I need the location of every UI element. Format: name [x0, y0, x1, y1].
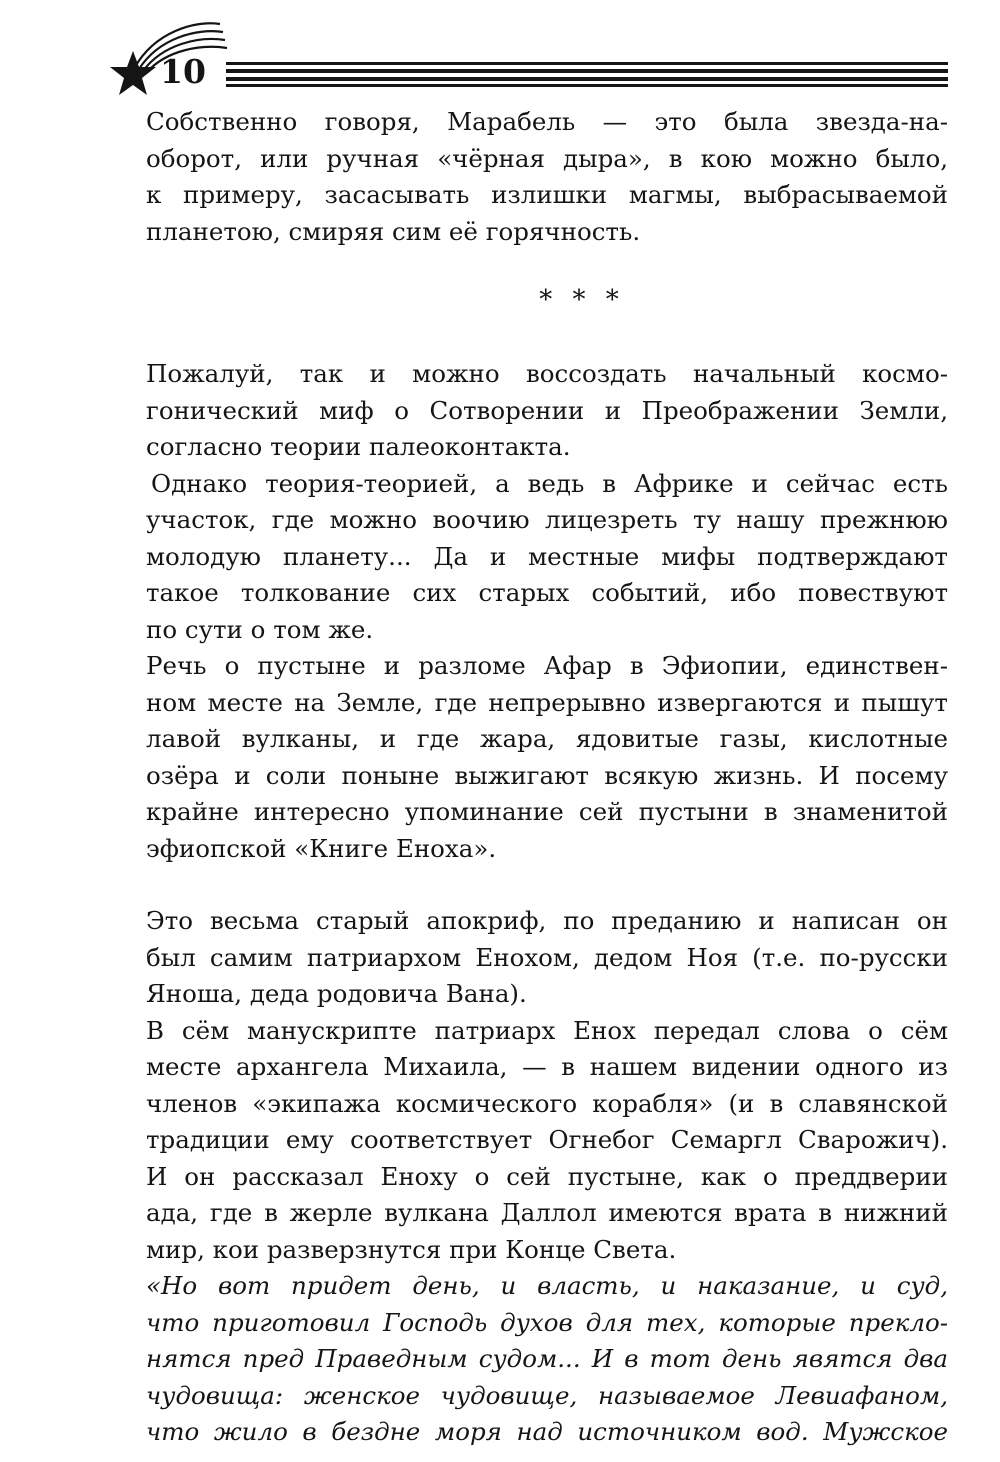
paragraph-manuscript — [146, 1013, 948, 1269]
body-text — [146, 104, 948, 1451]
text-line: был самим патриархом Енохом, дедом Ноя (т.е. по-русски — [146, 942, 948, 972]
star-icon — [108, 49, 158, 99]
text-line: по сути о том же. — [146, 614, 374, 644]
text-line: Это весьма старый апокриф, по преданию и написан он — [146, 906, 948, 935]
text-line: что жило в бездне моря над источником вод. Мужское — [146, 1417, 948, 1446]
text-line: нятся пред Праведным судом... И в тот день явятся два — [146, 1344, 948, 1373]
paragraph-apocrypha — [146, 903, 948, 1013]
text-line: гонический миф о Сотворении и Преображении Земли, — [146, 395, 948, 425]
text-line: крайне интересно упоминание сей пустыни в знаменитой — [146, 797, 948, 826]
paragraph-marabel — [146, 104, 948, 250]
text-line: что приготовил Господь духов для тех, которые прекло- — [146, 1307, 948, 1337]
text-line: ном месте на Земле, где непрерывно извергаются и пышут — [146, 687, 948, 717]
text-line: членов «экипажа космического корабля» (и в славянской — [146, 1088, 948, 1118]
text-line: Собственно говоря, Марабель — это была звезда-на- — [146, 107, 948, 136]
text-line: оборот, или ручная «чёрная дыра», в кою можно было, — [146, 143, 948, 173]
text-line: «Но вот придет день, и власть, и наказание, и суд, — [146, 1271, 948, 1300]
paragraph-africa — [146, 466, 948, 649]
text-line: озёра и соли поныне выжигают всякую жизнь. И посему — [146, 760, 948, 790]
text-line: традиции ему соответствует Огнебог Семаргл Сварожич). — [146, 1125, 948, 1154]
paragraph-afar — [146, 648, 948, 867]
text-line: согласно теории палеоконтакта. — [146, 432, 571, 461]
text-line: месте архангела Михаила, — в нашем видении одного из — [146, 1052, 948, 1081]
section-separator: * * * — [539, 285, 625, 315]
page-header — [0, 0, 1000, 110]
text-line: молодую планету... Да и местные мифы подтверждают — [146, 541, 948, 571]
text-line: В сём манускрипте патриарх Енох передал слова о сём — [146, 1015, 948, 1045]
header-rule — [226, 62, 948, 88]
text-line: Речь о пустыне и разломе Афар в Эфиопии, единствен- — [146, 651, 948, 680]
text-line: к примеру, засасывать излишки магмы, выбрасываемой — [146, 180, 948, 209]
text-line: такое толкование сих старых событий, ибо повествуют — [146, 578, 948, 607]
text-line: эфиопской «Книге Еноха». — [146, 833, 497, 863]
page-number: 10 — [160, 52, 206, 91]
text-line: чудовища: женское чудовище, называемое Левиафаном, — [146, 1380, 948, 1410]
text-line: планетою, смиряя сим её горячность. — [146, 216, 641, 246]
paragraph-myth — [146, 356, 948, 466]
text-line: ада, где в жерле вулкана Даллол имеются врата в нижний — [146, 1198, 948, 1227]
text-line: участок, где можно воочию лицезреть ту нашу прежнюю — [146, 505, 948, 534]
text-line: Пожалуй, так и можно воссоздать начальный космо- — [146, 359, 948, 388]
paragraph-gap — [146, 867, 948, 903]
text-line: И он рассказал Еноху о сей пустыне, как о преддверии — [146, 1161, 948, 1191]
text-line: мир, кои разверзнутся при Конце Света. — [146, 1234, 677, 1264]
text-line: Яноша, деда родовича Вана). — [146, 979, 527, 1008]
text-line: лавой вулканы, и где жара, ядовитые газы, кислотные — [146, 724, 948, 753]
quote-enoch — [146, 1268, 948, 1451]
text-line: Однако теория-теорией, а ведь в Африке и сейчас есть — [151, 468, 948, 498]
